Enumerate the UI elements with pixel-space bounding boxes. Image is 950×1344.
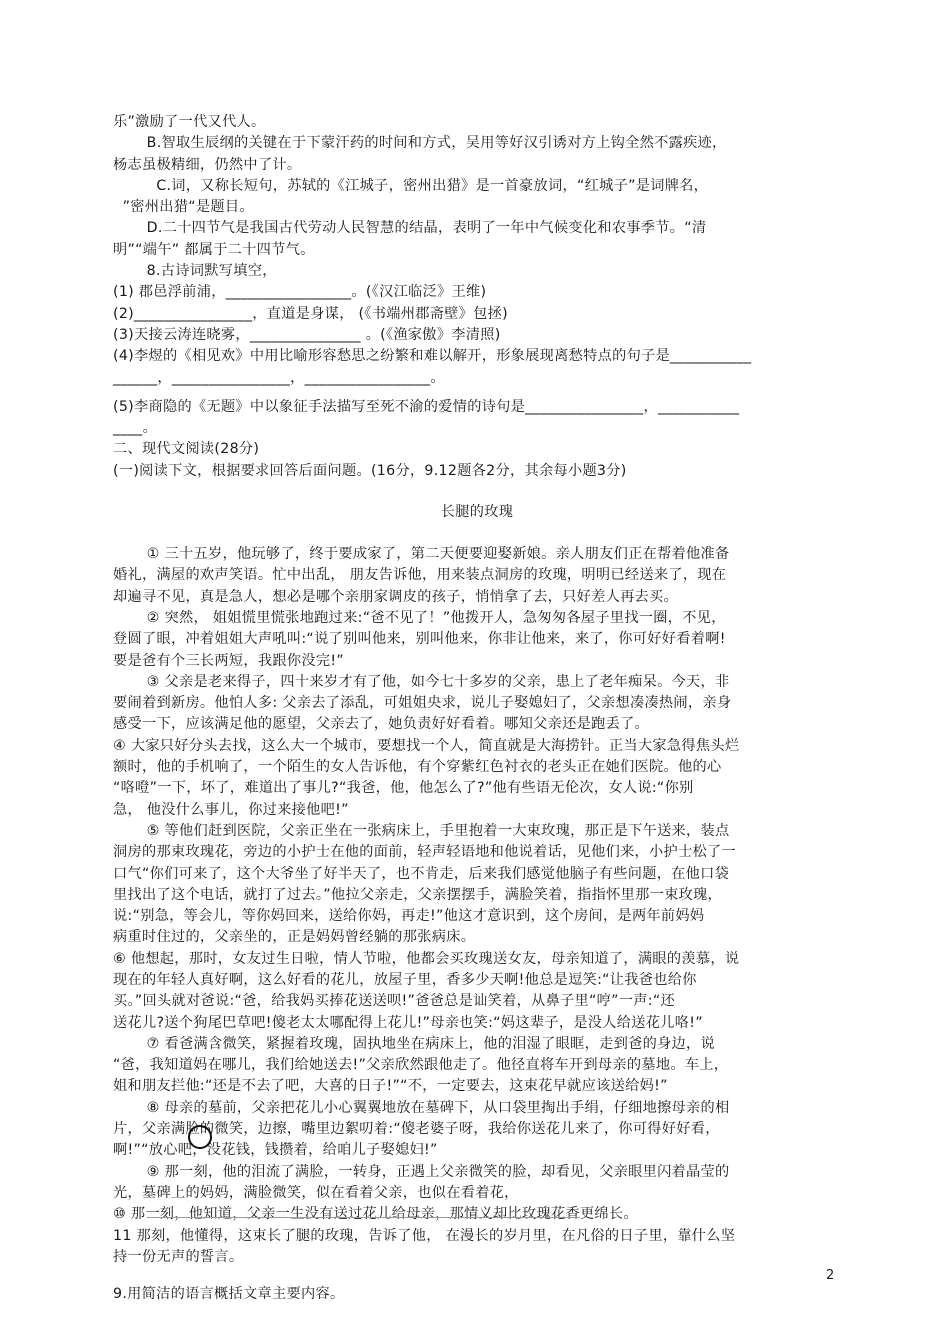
article-line: 说:“别急，等会儿，等你妈回来，送给你妈，再走!”他这才意识到，这个房间，是两年前妈妈 [113,908,705,925]
text-line: 明”“端午” 都属于二十四节气。 [113,241,315,258]
article-line: 11 那刻，他懂得，这束长了腿的玫瑰，告诉了他， 在漫长的岁月里，在凡俗的日子里，靠什么坚 [113,1227,736,1244]
article-line: 要是爸有个三长两短，我跟你没完!” [113,652,344,669]
article-line: 登圆了眼，冲着姐姐大声吼叫:“说了别叫他来，别叫他来，你非让他来，来了，你可好好看着啊! [113,631,726,648]
article-line: 现在的年轻人真好啊，这么好看的花儿，放屋子里，香多少天啊!他总是逗笑:“让我爸也给你 [113,971,697,988]
article-line: ④ 大家只好分头去找，这么大一个城市，要想找一个人，简直就是大海捞针。正当大家急得焦头烂 [113,737,740,754]
article-line: 额时，他的手机响了，一个陌生的女人告诉他，有个穿紫红色衬衣的老头正在她们医院。他的心 [113,759,722,776]
article-body [113,544,841,1268]
article-line: ⑨ 那一刻，他的泪流了满脸，一转身，正遇上父亲微笑的脸，却看见，父亲眼里闪着晶莹的 [113,1163,730,1180]
article-line: 里找出了这个电话，就打了过去。”他拉父亲走，父亲摆摆手，满脸笑着，指指怀里那一束玫瑰， [113,886,723,903]
article-line: ⑧ 母亲的墓前，父亲把花儿小心翼翼地放在墓碑下，从口袋里掏出手绢，仔细地擦母亲的相 [113,1099,730,1116]
article-line: ⑩ 那一刻，他知道，父亲一生没有送过花儿给母亲，那情义却比玫瑰花香更绵长。 [113,1206,638,1223]
article-line: 姐和朋友拦他:“还是不去了吧，大喜的日子!”“不，一定要去，这束花早就应该送给妈!” [113,1078,668,1095]
text-line: (一)阅读下文，根据要求回答后面问题。(16分，9.12题各2分，其余每小题3分) [113,462,627,479]
article-line: 病重时住过的，父亲坐的，正是妈妈曾经躺的那张病床。 [113,929,476,946]
article-line: ② 突然， 姐姐慌里慌张地跑过来:“爸不见了！”他拨开人，急匆匆各屋子里找一圈，不见， [113,609,726,626]
article-title: 长腿的玫瑰 [440,504,514,521]
answer-line[interactable] [147,1217,580,1218]
page-number: 2 [826,1268,835,1283]
text-line: 乐”激励了一代又代人。 [113,114,266,130]
article-line: ⑤ 等他们赶到医院，父亲正坐在一张病床上，手里抱着一大束玫瑰，那正是下午送来，装点 [113,822,730,839]
text-line: 杨志虽极精细，仍然中了计。 [113,156,302,173]
article-line: 持一份无声的誓言。 [113,1248,244,1265]
section-heading: 二、现代文阅读(28分) [113,441,260,458]
article-line: 要闹着到新房。他怕人多: 父亲去了添乱，可姐姐央求，说儿子娶媳妇了，父亲想凑凑热闹，亲身 [113,695,732,712]
article-line: “爸，我知道妈在哪儿，我们给她送去!”父亲欣然跟他走了。他径直将车开到母亲的墓地。车上， [113,1057,729,1074]
text-line: (2)________________，直道是身谋， (《书端州郡斋壁》包拯) [113,305,508,322]
text-line: (4)李煜的《相见欢》中用比喻形容愁思之纷繁和难以解开，形象展现离愁特点的句子是___________ [113,348,752,365]
article-line: 感受一下，应该满足他的愿望，父亲去了，她负责好好看着。哪知父亲还是跑丢了。 [113,716,650,733]
article-line: 光，墓碑上的妈妈，满脸微笑，似在看着父亲，也似在看着花， [113,1184,519,1201]
text-line: B.智取生辰纲的关键在于下蒙汗药的时间和方式，吴用等好汉引诱对方上钩全然不露疾迹， [113,135,727,152]
text-line: ____。 [113,420,158,437]
article-line: 送花儿?送个狗尾巴草吧!傻老太太哪配得上花儿!”母亲也笑:“妈这辈子，是没人给送花儿咯!” [113,1014,703,1031]
text-line: 8.古诗词默写填空， [113,263,277,280]
article-line: ⑥ 他想起，那时，女友过生日啦，情人节啦，他都会买玫瑰送女友，母亲知道了，满眼的羡慕，说 [113,950,740,967]
intro-lines [113,112,841,482]
text-line: D.二十四节气是我国古代劳动人民智慧的结晶，表明了一年中气候变化和农事季节。“清 [113,220,707,237]
article-line: 买。”回头就对爸说:“爸，给我妈买捧花送送呗!”爸爸总是讪笑着，从鼻子里“哼”一声:“还 [113,993,676,1010]
article-line: ① 三十五岁，他玩够了，终于要成家了，第二天便要迎娶新娘。亲人朋友们正在帮着他准备 [113,546,730,563]
article-line: ③ 父亲是老来得子，四十来岁才有了他，如今七十多岁的父亲，患上了老年痴呆。今天，非 [113,673,730,690]
article-line: 洞房的那束玫瑰花，旁边的小护士在他的面前，轻声轻语地和他说着话，见他们来，小护士松了一 [113,844,736,861]
article-line: 片，父亲满脸的微笑，边擦，嘴里边絮叨着:“傻老婆子呀，我给你送花儿来了，你可得好好看， [113,1121,720,1138]
article-line: 却遍寻不见，真是急人，想必是哪个亲朋家调皮的孩子，悄悄拿了去，只好差人再去买。 [113,588,679,605]
document-body [113,112,841,1305]
article-line: 急， 他没什么事儿，你过来接他吧!” [113,801,349,818]
circle-annotation-icon [188,1125,212,1149]
question-9: 9.用简洁的语言概括文章主要内容。 [113,1286,345,1303]
text-line: C.词，又称长短句，苏轼的《江城子，密州出猎》是一首豪放词，“红城子”是词牌名， [113,177,709,194]
article-line: 啊!”“放心吧，没花钱，钱攒着，给咱儿子娶媳妇!” [113,1142,438,1159]
text-line: (5)李商隐的《无题》中以象征手法描写至死不渝的爱情的诗句是________________，___________ [113,398,740,415]
article-line: 口气“你们可来了，这个大爷坐了好半天了，也不肯走，后来我们感觉他脑子有些问题，在他口袋 [113,865,730,882]
text-line: ”密州出猎“是题目。 [113,199,254,216]
text-line: (3)天接云涛连晓雾，_______________ 。(《渔家傲》李清照) [113,326,501,343]
article-line: ⑦ 看爸满含微笑，紧握着玫瑰，固执地坐在病床上，他的泪湿了眼眶，走到爸的身边，说 [113,1035,716,1052]
text-line: (1) 郡邑浮前浦，_________________。(《汉江临泛》王维) [113,284,487,301]
article-line: “咯噔”一下，坏了，难道出了事儿?“我爸，他，他怎么了?”他有些语无伦次，女人说:“你别 [113,780,694,797]
article-line: 婚礼，满屋的欢声笑语。忙中出乱， 朋友告诉他，用来装点洞房的玫瑰，明明已经送来了，现在 [113,567,727,584]
text-line: ______，________________，_________________。 [113,369,445,386]
